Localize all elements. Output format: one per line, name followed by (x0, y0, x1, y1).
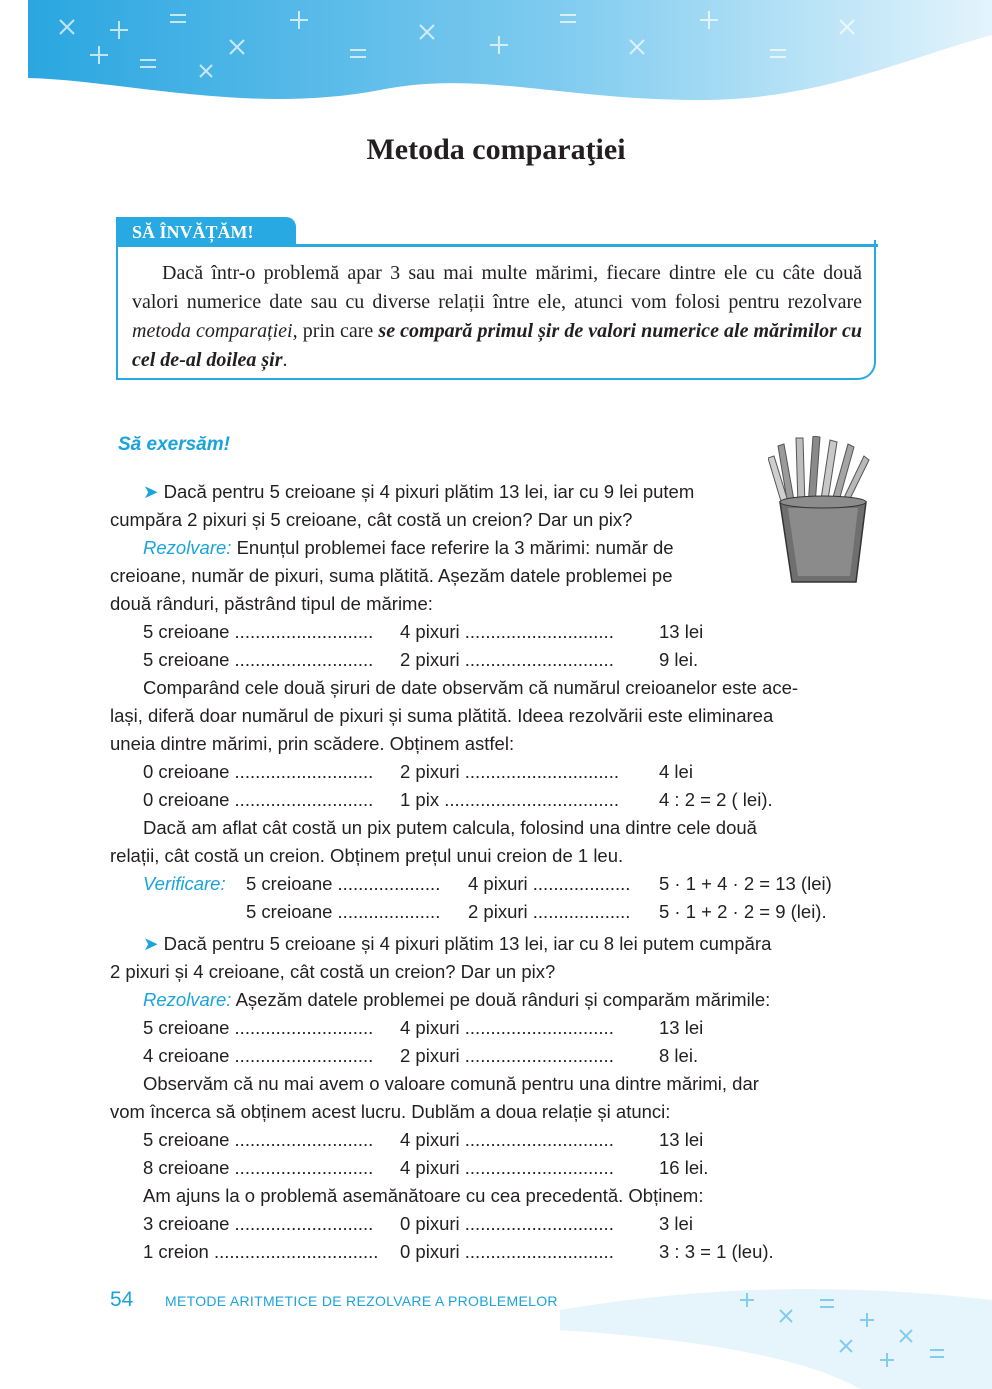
verify-row-c: 5 · 1 + 4 · 2 = 13 (lei) (659, 873, 832, 894)
page-number: 54 (110, 1288, 134, 1311)
page-title: Metoda comparaţiei (366, 133, 626, 166)
table-row-a: 8 creioane ........................... (143, 1157, 374, 1178)
table-row-a: 0 creioane ........................... (143, 789, 374, 810)
problem1-statement-line2: cumpăra 2 pixuri și 5 creioane, cât costă un creion? Dar un pix? (110, 509, 633, 530)
table-row-c: 4 : 2 = 2 ( lei). (659, 789, 773, 810)
learn-text-emphasis: se compară primul șir de valori numerice ale mărimilor cu cel de-al doilea șir (132, 320, 862, 371)
table-row-a: 0 creioane ........................... (143, 761, 374, 782)
table-row-c: 13 lei (659, 621, 704, 642)
problem2-statement-line2: 2 pixuri și 4 creioane, cât costă un creion? Dar un pix? (110, 961, 556, 982)
table-row-a: 5 creioane ........................... (143, 1129, 374, 1150)
problem1-result-line2: relații, cât costă un creion. Obținem prețul unui creion de 1 leu. (110, 845, 624, 866)
table-row-c: 9 lei. (659, 649, 699, 670)
verify-row-b: 2 pixuri ................... (468, 901, 631, 922)
running-title: METODE ARITMETICE DE REZOLVARE A PROBLEMELOR (165, 1293, 558, 1309)
learn-text-method: metoda comparației (132, 320, 293, 342)
table-row-b: 4 pixuri ............................. (400, 1129, 614, 1150)
table-row-b: 2 pixuri ............................. (400, 1045, 614, 1066)
verify-row-c: 5 · 1 + 2 · 2 = 9 (lei). (659, 901, 827, 922)
problem1-statement-text1: Dacă pentru 5 creioane și 4 pixuri plătim 13 lei, iar cu 9 lei putem (163, 481, 695, 502)
table-row-a: 5 creioane ........................... (143, 649, 374, 670)
verify-row-a: 5 creioane .................... (246, 873, 441, 894)
table-row-b: 0 pixuri ............................. (400, 1241, 614, 1262)
problem2-solution-line1 (143, 986, 770, 1014)
problem2-observation-line1: Observăm că nu mai avem o valoare comună pentru una dintre mărimi, dar (143, 1073, 759, 1094)
problem1-result-line1: Dacă am aflat cât costă un pix putem calcula, folosind una dintre cele două (143, 817, 757, 838)
learn-tab-label: SĂ ÎNVĂȚĂM! (116, 217, 296, 247)
problem1-statement-line1 (143, 478, 694, 506)
bullet-arrow-icon: ➤ (143, 481, 159, 502)
solution-label: Rezolvare: (143, 989, 232, 1010)
table-row-c: 4 lei (659, 761, 693, 782)
table-row-c: 16 lei. (659, 1157, 709, 1178)
verify-row-b: 4 pixuri ................... (468, 873, 631, 894)
problem1-solution-line3: două rânduri, păstrând tipul de mărime: (110, 593, 433, 614)
footer-math-symbols-decoration (560, 1270, 992, 1389)
problem2-statement-text1: Dacă pentru 5 creioane și 4 pixuri plătim 13 lei, iar cu 8 lei putem cumpăra (163, 933, 772, 954)
problem1-compare-line2: lași, diferă doar numărul de pixuri și suma plătită. Ideea rezolvării este eliminarea (110, 705, 774, 726)
problem1-compare-line1: Comparând cele două șiruri de date observăm că numărul creioanelor este ace- (143, 677, 799, 698)
table-row-c: 13 lei (659, 1129, 704, 1150)
problem2-statement-line1 (143, 930, 771, 958)
problem1-solution-line1 (143, 534, 674, 562)
problem1-solution-text1: Enunțul problemei face referire la 3 mărimi: număr de (236, 537, 674, 558)
learn-definition (132, 259, 862, 375)
problem2-reach-line: Am ajuns la o problemă asemănătoare cu cea precedentă. Obținem: (143, 1185, 704, 1206)
table-row-a: 5 creioane ........................... (143, 621, 374, 642)
learn-text-c: , prin care (292, 320, 379, 342)
bullet-arrow-icon: ➤ (143, 933, 159, 954)
problem1-compare-line3: uneia dintre mărimi, prin scădere. Obținem astfel: (110, 733, 515, 754)
verify-row-a: 5 creioane .................... (246, 901, 441, 922)
table-row-a: 3 creioane ........................... (143, 1213, 374, 1234)
table-row-b: 0 pixuri ............................. (400, 1213, 614, 1234)
table-row-c: 3 : 3 = 1 (leu). (659, 1241, 774, 1262)
verify-label: Verificare: (143, 873, 226, 894)
learn-text-a: Dacă într-o problemă apar 3 sau mai multe mărimi, fiecare dintre ele cu câte două valori numerice date sau cu diverse relații între ele, atunci vom folosi pentru rezolvare (132, 262, 862, 313)
table-row-c: 3 lei (659, 1213, 693, 1234)
table-row-c: 8 lei. (659, 1045, 699, 1066)
table-row-b: 2 pixuri .............................. (400, 761, 619, 782)
pencil-cup-illustration (768, 436, 878, 586)
practice-heading: Să exersăm! (118, 434, 230, 455)
problem2-observation-line2: vom încerca să obținem acest lucru. Dublăm a doua relație și atunci: (110, 1101, 671, 1122)
header-math-symbols-banner (0, 0, 992, 120)
table-row-a: 5 creioane ........................... (143, 1017, 374, 1038)
table-row-b: 1 pix .................................. (400, 789, 619, 810)
table-row-b: 4 pixuri ............................. (400, 621, 614, 642)
table-row-b: 4 pixuri ............................. (400, 1017, 614, 1038)
table-row-b: 4 pixuri ............................. (400, 1157, 614, 1178)
problem2-solution-text1: Așezăm datele problemei pe două rânduri și comparăm mărimile: (235, 989, 771, 1010)
learn-text-e: . (282, 349, 288, 371)
table-row-c: 13 lei (659, 1017, 704, 1038)
table-row-b: 2 pixuri ............................. (400, 649, 614, 670)
problem1-solution-line2: creioane, număr de pixuri, suma plătită. Așezăm datele problemei pe (110, 565, 673, 586)
table-row-a: 1 creion ................................ (143, 1241, 379, 1262)
table-row-a: 4 creioane ........................... (143, 1045, 374, 1066)
solution-label: Rezolvare: (143, 537, 232, 558)
